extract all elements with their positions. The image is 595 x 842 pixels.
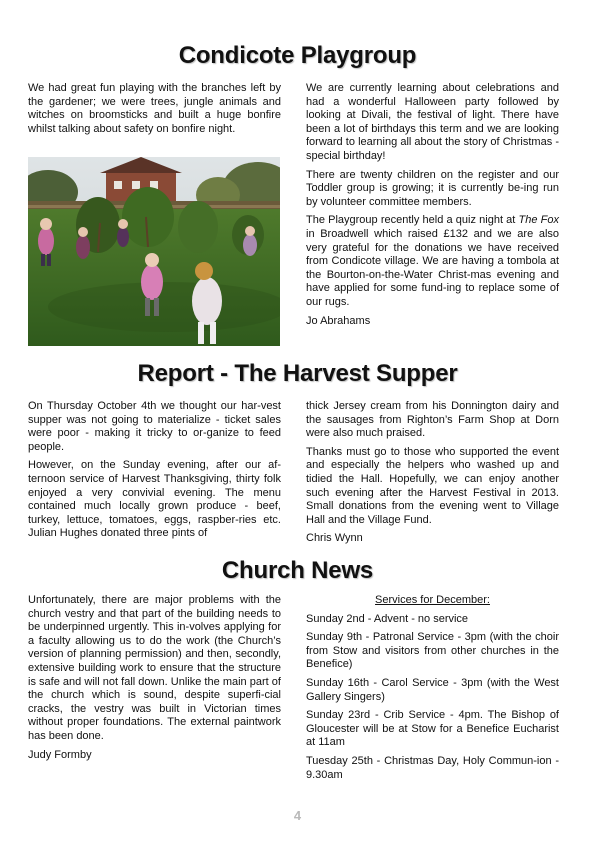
church-paragraph: Unfortunately, there are major problems with the church vestry and that part of the building needs to be underpinned urgently. This in-volves applying for a faculty allowing us to do the work (the Church’s version of planning permission) and then, secondly, extensive building work to ensure that the structure is safe and will not fall down. Unlike the main part of the church which is sound, despite superfi-cial cracks, the vestry was built in Victorian times without proper foundations. The external paintwork has been done. bbox=[28, 594, 281, 742]
harvest-left-column bbox=[28, 400, 281, 546]
church-services-column bbox=[306, 594, 559, 787]
quiz-venue: The Fox bbox=[518, 214, 559, 227]
quiz-text-after: in Broadwell which raised £132 and we are also very grateful for the donations we have received from Condicote village. We are having a tombola at the Bourton-on-the-Water Christ-mas evening and have applied for some fund-ing to replace some of our rugs. bbox=[306, 227, 559, 308]
service-item: Sunday 16th - Carol Service - 3pm (with the West Gallery Singers) bbox=[306, 676, 559, 703]
harvest-paragraph: However, on the Sunday evening, after our af-ternoon service of Harvest Thanksgiving, thirty folk enjoyed a very convivial evening. The menu contained much locally grown produce - beef, turkey, lettuce, tomatoes, eggs, raspber-ries etc. Julian Hughes donated three pints of bbox=[28, 459, 281, 540]
church-left-column bbox=[28, 594, 281, 767]
page-number: 4 bbox=[293, 808, 302, 823]
playgroup-paragraph: There are twenty children on the register and our Toddler group is growing; it is currently be-ing run by volunteer committee members. bbox=[306, 168, 559, 208]
playgroup-right-column bbox=[306, 82, 559, 333]
church-heading: Church News bbox=[221, 557, 374, 584]
services-title: Services for December: bbox=[375, 594, 490, 606]
service-item: Sunday 2nd - Advent - no service bbox=[306, 612, 469, 625]
harvest-paragraph: On Thursday October 4th we thought our har-vest supper was not going to materialize - ticket sales were poor - making it tricky to or-ganize to feed people. bbox=[28, 400, 281, 453]
church-signature: Judy Formby bbox=[28, 748, 92, 761]
harvest-paragraph: thick Jersey cream from his Donnington dairy and the sausages from Righton’s Farm Shop at Dorn were also much praised. bbox=[306, 400, 559, 440]
service-item: Tuesday 25th - Christmas Day, Holy Commun-ion - 9.30am bbox=[306, 754, 559, 781]
playgroup-signature: Jo Abrahams bbox=[306, 314, 371, 327]
harvest-paragraph: Thanks must go to those who supported the event and especially the helpers who washed up and tidied the Hall. Hopefully, we can enjoy another such evening after the Harvest Festival in 2013. Small donations from the evening went to Village Hall and the Village Fund. bbox=[306, 445, 559, 526]
harvest-heading: Report - The Harvest Supper bbox=[137, 360, 458, 387]
playgroup-paragraph: We are currently learning about celebrations and had a wonderful Halloween party followed by looking at Divali, the festival of light. There have been a lot of birthdays this term and we are looking forward to learning all about the story of Christmas - special birthday! bbox=[306, 82, 559, 162]
playgroup-quiz-paragraph bbox=[306, 214, 559, 309]
playgroup-left-column bbox=[28, 82, 281, 141]
harvest-right-column bbox=[306, 400, 559, 551]
service-item: Sunday 9th - Patronal Service - 3pm (with the choir from Stow and visitors from other churches in the Benefice) bbox=[306, 631, 559, 671]
service-item: Sunday 23rd - Crib Service - 4pm. The Bishop of Gloucester will be at Stow for a Benefice Eucharist at 11am bbox=[306, 709, 559, 749]
children-in-garden-image bbox=[28, 157, 280, 346]
playgroup-photo bbox=[28, 157, 280, 346]
playgroup-paragraph: We had great fun playing with the branches left by the gardener; we were trees, jungle animals and witches on broomsticks and built a huge bonfire whilst talking about safety on bonfire night. bbox=[28, 82, 281, 135]
playgroup-heading: Condicote Playgroup bbox=[178, 42, 417, 69]
harvest-signature: Chris Wynn bbox=[306, 532, 363, 545]
quiz-text-before: The Playgroup recently held a quiz night at bbox=[306, 214, 519, 227]
